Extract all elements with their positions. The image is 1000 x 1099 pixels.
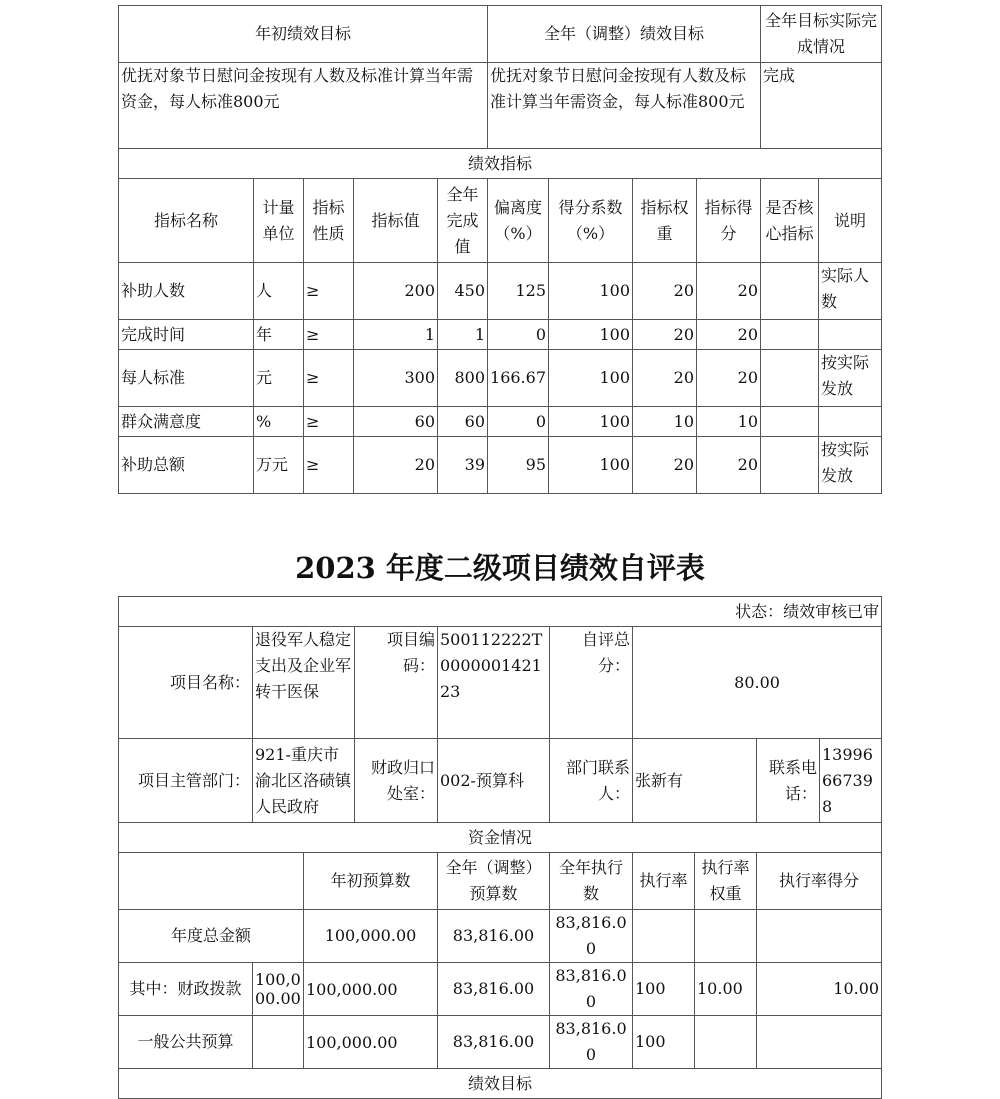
cell: 100,000.00 xyxy=(304,1016,438,1069)
table-row xyxy=(119,407,882,437)
cell: ≥ xyxy=(304,350,354,407)
cell: 10 xyxy=(697,407,761,437)
col-header: 指标值 xyxy=(354,179,438,263)
contact-label: 部门联系人： xyxy=(550,739,633,823)
cell xyxy=(761,350,819,407)
finance-office-label: 财政归口处室： xyxy=(355,739,438,823)
col-header: 执行率 xyxy=(633,853,695,910)
cell xyxy=(819,407,882,437)
cell: 20 xyxy=(697,437,761,494)
col-header: 指标性质 xyxy=(304,179,354,263)
col-header: 说明 xyxy=(819,179,882,263)
col-header: 全年执行数 xyxy=(550,853,633,910)
cell: 83,816.00 xyxy=(438,963,550,1016)
cell: 60 xyxy=(354,407,438,437)
col-header: 全年（调整）预算数 xyxy=(438,853,550,910)
cell: 166.67 xyxy=(488,350,549,407)
actual-completion-text: 完成 xyxy=(761,63,882,149)
col-header: 计量单位 xyxy=(254,179,304,263)
table-row xyxy=(119,263,882,320)
cell: 10.00 xyxy=(695,963,757,1016)
adjusted-goal-text: 优抚对象节日慰问金按现有人数及标准计算当年需资金，每人标准800元 xyxy=(488,63,761,149)
col-header: 指标名称 xyxy=(119,179,254,263)
cell: 20 xyxy=(633,350,697,407)
cell: 100 xyxy=(549,320,633,350)
project-code-value: 500112222T000000142123 xyxy=(438,627,550,739)
cell: 200 xyxy=(354,263,438,320)
cell: 按实际发放 xyxy=(819,350,882,407)
cell: % xyxy=(254,407,304,437)
table-row xyxy=(119,963,882,1016)
cell: ≥ xyxy=(304,407,354,437)
table-row xyxy=(119,437,882,494)
col-header: 偏离度（%） xyxy=(488,179,549,263)
cell: 83,816.00 xyxy=(438,910,550,963)
initial-goal-text: 优抚对象节日慰问金按现有人数及标准计算当年需资金，每人标准800元 xyxy=(119,63,488,149)
phone-value: 13996667398 xyxy=(820,739,882,823)
table-row xyxy=(119,910,882,963)
cell: 60 xyxy=(438,407,488,437)
cell: 0 xyxy=(488,407,549,437)
table-row xyxy=(119,350,882,407)
col-header: 指标得分 xyxy=(697,179,761,263)
table-row xyxy=(119,320,882,350)
cell: ≥ xyxy=(304,263,354,320)
indicators-table xyxy=(118,5,882,494)
cell: 群众满意度 xyxy=(119,407,254,437)
cell: 83,816.00 xyxy=(550,1016,633,1069)
cell: 补助总额 xyxy=(119,437,254,494)
cell: 一般公共预算 xyxy=(119,1016,253,1069)
table-row xyxy=(119,1016,882,1069)
cell: 实际人数 xyxy=(819,263,882,320)
cell xyxy=(695,1016,757,1069)
project-name-label: 项目名称： xyxy=(119,627,253,739)
col-header: 全年完成值 xyxy=(438,179,488,263)
cell: 100,000.00 xyxy=(304,963,438,1016)
page-title: 2023 年度二级项目绩效自评表 xyxy=(295,551,705,585)
cell: 100 xyxy=(549,350,633,407)
col-header: 得分系数（%） xyxy=(549,179,633,263)
status-badge: 状态：绩效审核已审 xyxy=(119,597,882,627)
cell: 95 xyxy=(488,437,549,494)
col-header: 执行率得分 xyxy=(757,853,882,910)
cell: 20 xyxy=(697,320,761,350)
header-actual-completion: 全年目标实际完成情况 xyxy=(761,6,882,63)
col-header: 是否核心指标 xyxy=(761,179,819,263)
cell xyxy=(757,1016,882,1069)
col-header: 年初预算数 xyxy=(304,853,438,910)
header-initial-goal: 年初绩效目标 xyxy=(119,6,488,63)
cell: 10 xyxy=(633,407,697,437)
cell: 39 xyxy=(438,437,488,494)
cell: 83,816.00 xyxy=(438,1016,550,1069)
cell: 800 xyxy=(438,350,488,407)
dept-value: 921-重庆市渝北区洛碛镇人民政府 xyxy=(253,739,355,823)
cell xyxy=(761,320,819,350)
cell: 100,000.00 xyxy=(253,963,304,1016)
cell: 0 xyxy=(488,320,549,350)
cell: 按实际发放 xyxy=(819,437,882,494)
cell: 300 xyxy=(354,350,438,407)
cell: 125 xyxy=(488,263,549,320)
cell: 450 xyxy=(438,263,488,320)
cell: 83,816.00 xyxy=(550,963,633,1016)
col-header: 执行率权重 xyxy=(695,853,757,910)
cell xyxy=(633,910,695,963)
cell: 100 xyxy=(549,407,633,437)
cell: 1 xyxy=(354,320,438,350)
cell xyxy=(761,437,819,494)
cell: ≥ xyxy=(304,320,354,350)
phone-label: 联系电话： xyxy=(757,739,820,823)
cell: 完成时间 xyxy=(119,320,254,350)
cell: 20 xyxy=(354,437,438,494)
col-header xyxy=(119,853,304,910)
dept-label: 项目主管部门： xyxy=(119,739,253,823)
project-code-label: 项目编码： xyxy=(355,627,438,739)
cell: 20 xyxy=(697,263,761,320)
cell: ≥ xyxy=(304,437,354,494)
cell xyxy=(253,1016,304,1069)
cell: 100 xyxy=(633,1016,695,1069)
cell: 20 xyxy=(633,437,697,494)
self-evaluation-table xyxy=(118,596,882,1099)
project-name-value: 退役军人稳定支出及企业军转干医保 xyxy=(253,627,355,739)
header-adjusted-goal: 全年（调整）绩效目标 xyxy=(488,6,761,63)
cell: 100 xyxy=(549,437,633,494)
performance-goals-title: 绩效目标 xyxy=(119,1069,882,1099)
cell: 年度总金额 xyxy=(119,910,304,963)
cell: 83,816.00 xyxy=(550,910,633,963)
cell: 1 xyxy=(438,320,488,350)
self-score-label: 自评总分： xyxy=(550,627,633,739)
funds-title: 资金情况 xyxy=(119,823,882,853)
cell: 人 xyxy=(254,263,304,320)
cell: 年 xyxy=(254,320,304,350)
cell: 20 xyxy=(697,350,761,407)
cell: 万元 xyxy=(254,437,304,494)
cell xyxy=(761,407,819,437)
cell: 其中：财政拨款 xyxy=(119,963,253,1016)
cell: 100 xyxy=(549,263,633,320)
cell: 100 xyxy=(633,963,695,1016)
indicators-title: 绩效指标 xyxy=(119,149,882,179)
cell: 100,000.00 xyxy=(304,910,438,963)
col-header: 指标权重 xyxy=(633,179,697,263)
cell: 10.00 xyxy=(757,963,882,1016)
contact-value: 张新有 xyxy=(633,739,757,823)
cell: 每人标准 xyxy=(119,350,254,407)
cell: 20 xyxy=(633,263,697,320)
cell xyxy=(757,910,882,963)
finance-office-value: 002-预算科 xyxy=(438,739,550,823)
cell xyxy=(695,910,757,963)
cell: 20 xyxy=(633,320,697,350)
self-score-value: 80.00 xyxy=(633,627,882,739)
cell xyxy=(761,263,819,320)
cell: 元 xyxy=(254,350,304,407)
cell xyxy=(819,320,882,350)
cell: 补助人数 xyxy=(119,263,254,320)
